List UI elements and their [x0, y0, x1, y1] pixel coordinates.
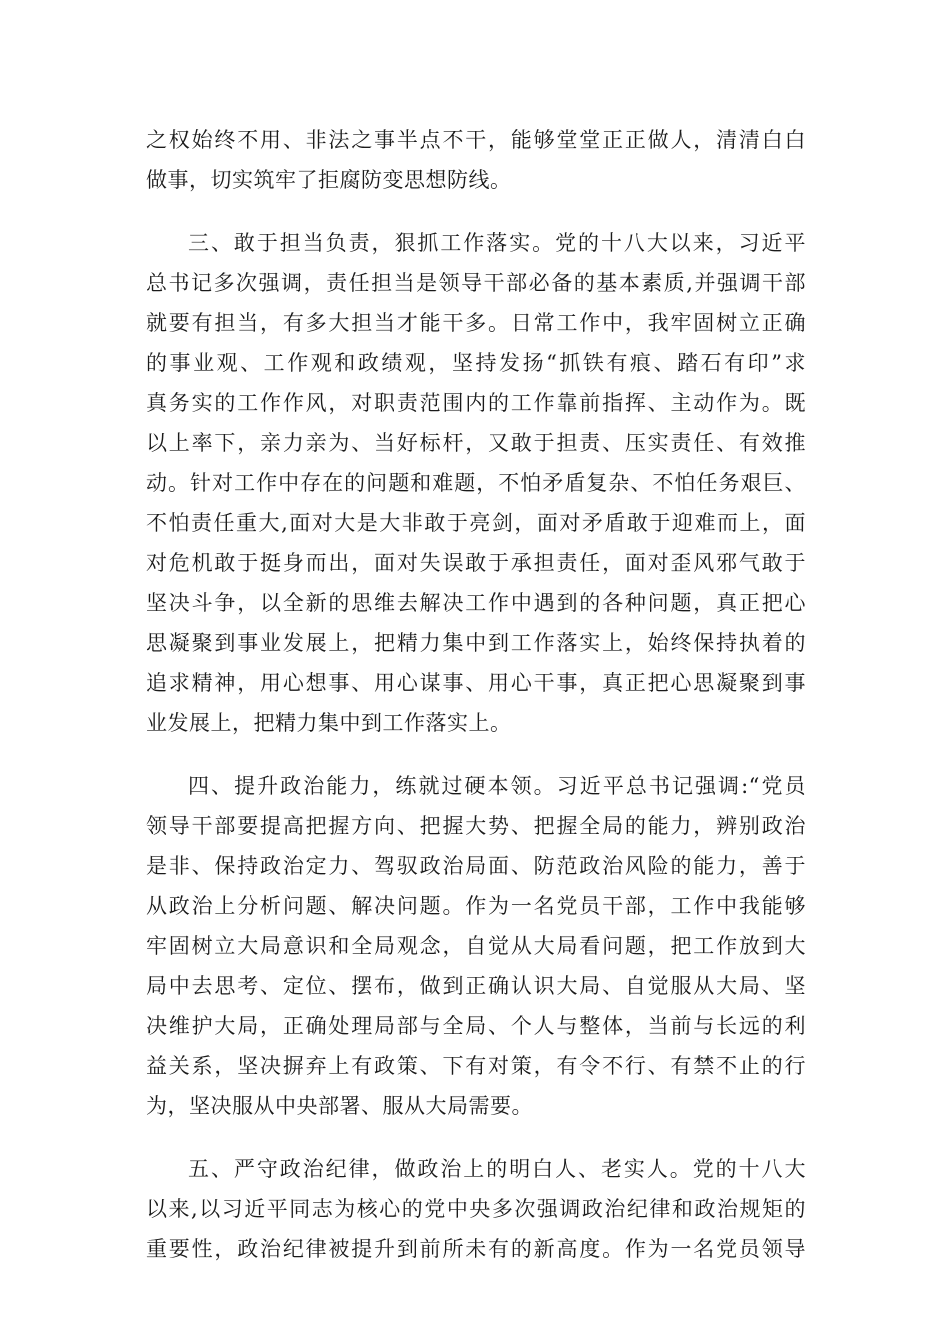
paragraph-start-line: 三、敢于担当负责，狠抓工作落实。党的十八大以来，习近平 [188, 231, 806, 255]
text-line: 就要有担当，有多大担当才能干多。日常工作中，我牢固树立正确 [146, 311, 806, 335]
text-line: 追求精神，用心想事、用心谋事、用心干事，真正把心思凝聚到事 [146, 671, 806, 695]
text-line: 以来,以习近平同志为核心的党中央多次强调政治纪律和政治规矩的 [146, 1197, 806, 1221]
text-line: 不怕责任重大,面对大是大非敢于亮剑，面对矛盾敢于迎难而上，面 [146, 511, 806, 535]
text-line: 总书记多次强调，责任担当是领导干部必备的基本素质,并强调干部 [146, 271, 806, 295]
paragraph-start-line: 五、严守政治纪律，做政治上的明白人、老实人。党的十八大 [188, 1157, 806, 1181]
text-line: 真务实的工作作风，对职责范围内的工作靠前指挥、主动作为。既 [146, 391, 806, 415]
text-line: 对危机敢于挺身而出，面对失误敢于承担责任，面对歪风邪气敢于 [146, 551, 806, 575]
text-line: 思凝聚到事业发展上，把精力集中到工作落实上，始终保持执着的 [146, 631, 806, 655]
text-line: 的事业观、工作观和政绩观，坚持发扬“抓铁有痕、踏石有印”求 [146, 351, 806, 375]
text-line: 业发展上，把精力集中到工作落实上。 [146, 711, 512, 735]
text-line: 从政治上分析问题、解决问题。作为一名党员干部，工作中我能够 [146, 894, 806, 918]
text-line: 以上率下，亲力亲为、当好标杆，又敢于担责、压实责任、有效推 [146, 431, 806, 455]
text-line: 决维护大局，正确处理局部与全局、个人与整体，当前与长远的利 [146, 1014, 806, 1038]
text-line: 领导干部要提高把握方向、把握大势、把握全局的能力，辨别政治 [146, 814, 806, 838]
text-line: 做事，切实筑牢了拒腐防变思想防线。 [146, 168, 512, 192]
text-line: 局中去思考、定位、摆布，做到正确认识大局、自觉服从大局、坚 [146, 974, 806, 998]
text-line: 动。针对工作中存在的问题和难题，不怕矛盾复杂、不怕任务艰巨、 [146, 471, 806, 495]
text-line: 重要性，政治纪律被提升到前所未有的新高度。作为一名党员领导 [146, 1237, 806, 1261]
text-line: 为，坚决服从中央部署、服从大局需要。 [146, 1094, 533, 1118]
text-line: 之权始终不用、非法之事半点不干，能够堂堂正正做人，清清白白 [146, 128, 806, 152]
text-line: 益关系，坚决摒弃上有政策、下有对策，有令不行、有禁不止的行 [146, 1054, 806, 1078]
text-line: 牢固树立大局意识和全局观念，自觉从大局看问题，把工作放到大 [146, 934, 806, 958]
text-line: 是非、保持政治定力、驾驭政治局面、防范政治风险的能力，善于 [146, 854, 806, 878]
text-line: 坚决斗争，以全新的思维去解决工作中遇到的各种问题，真正把心 [146, 591, 806, 615]
paragraph-start-line: 四、提升政治能力，练就过硬本领。习近平总书记强调:“党员 [188, 774, 806, 798]
